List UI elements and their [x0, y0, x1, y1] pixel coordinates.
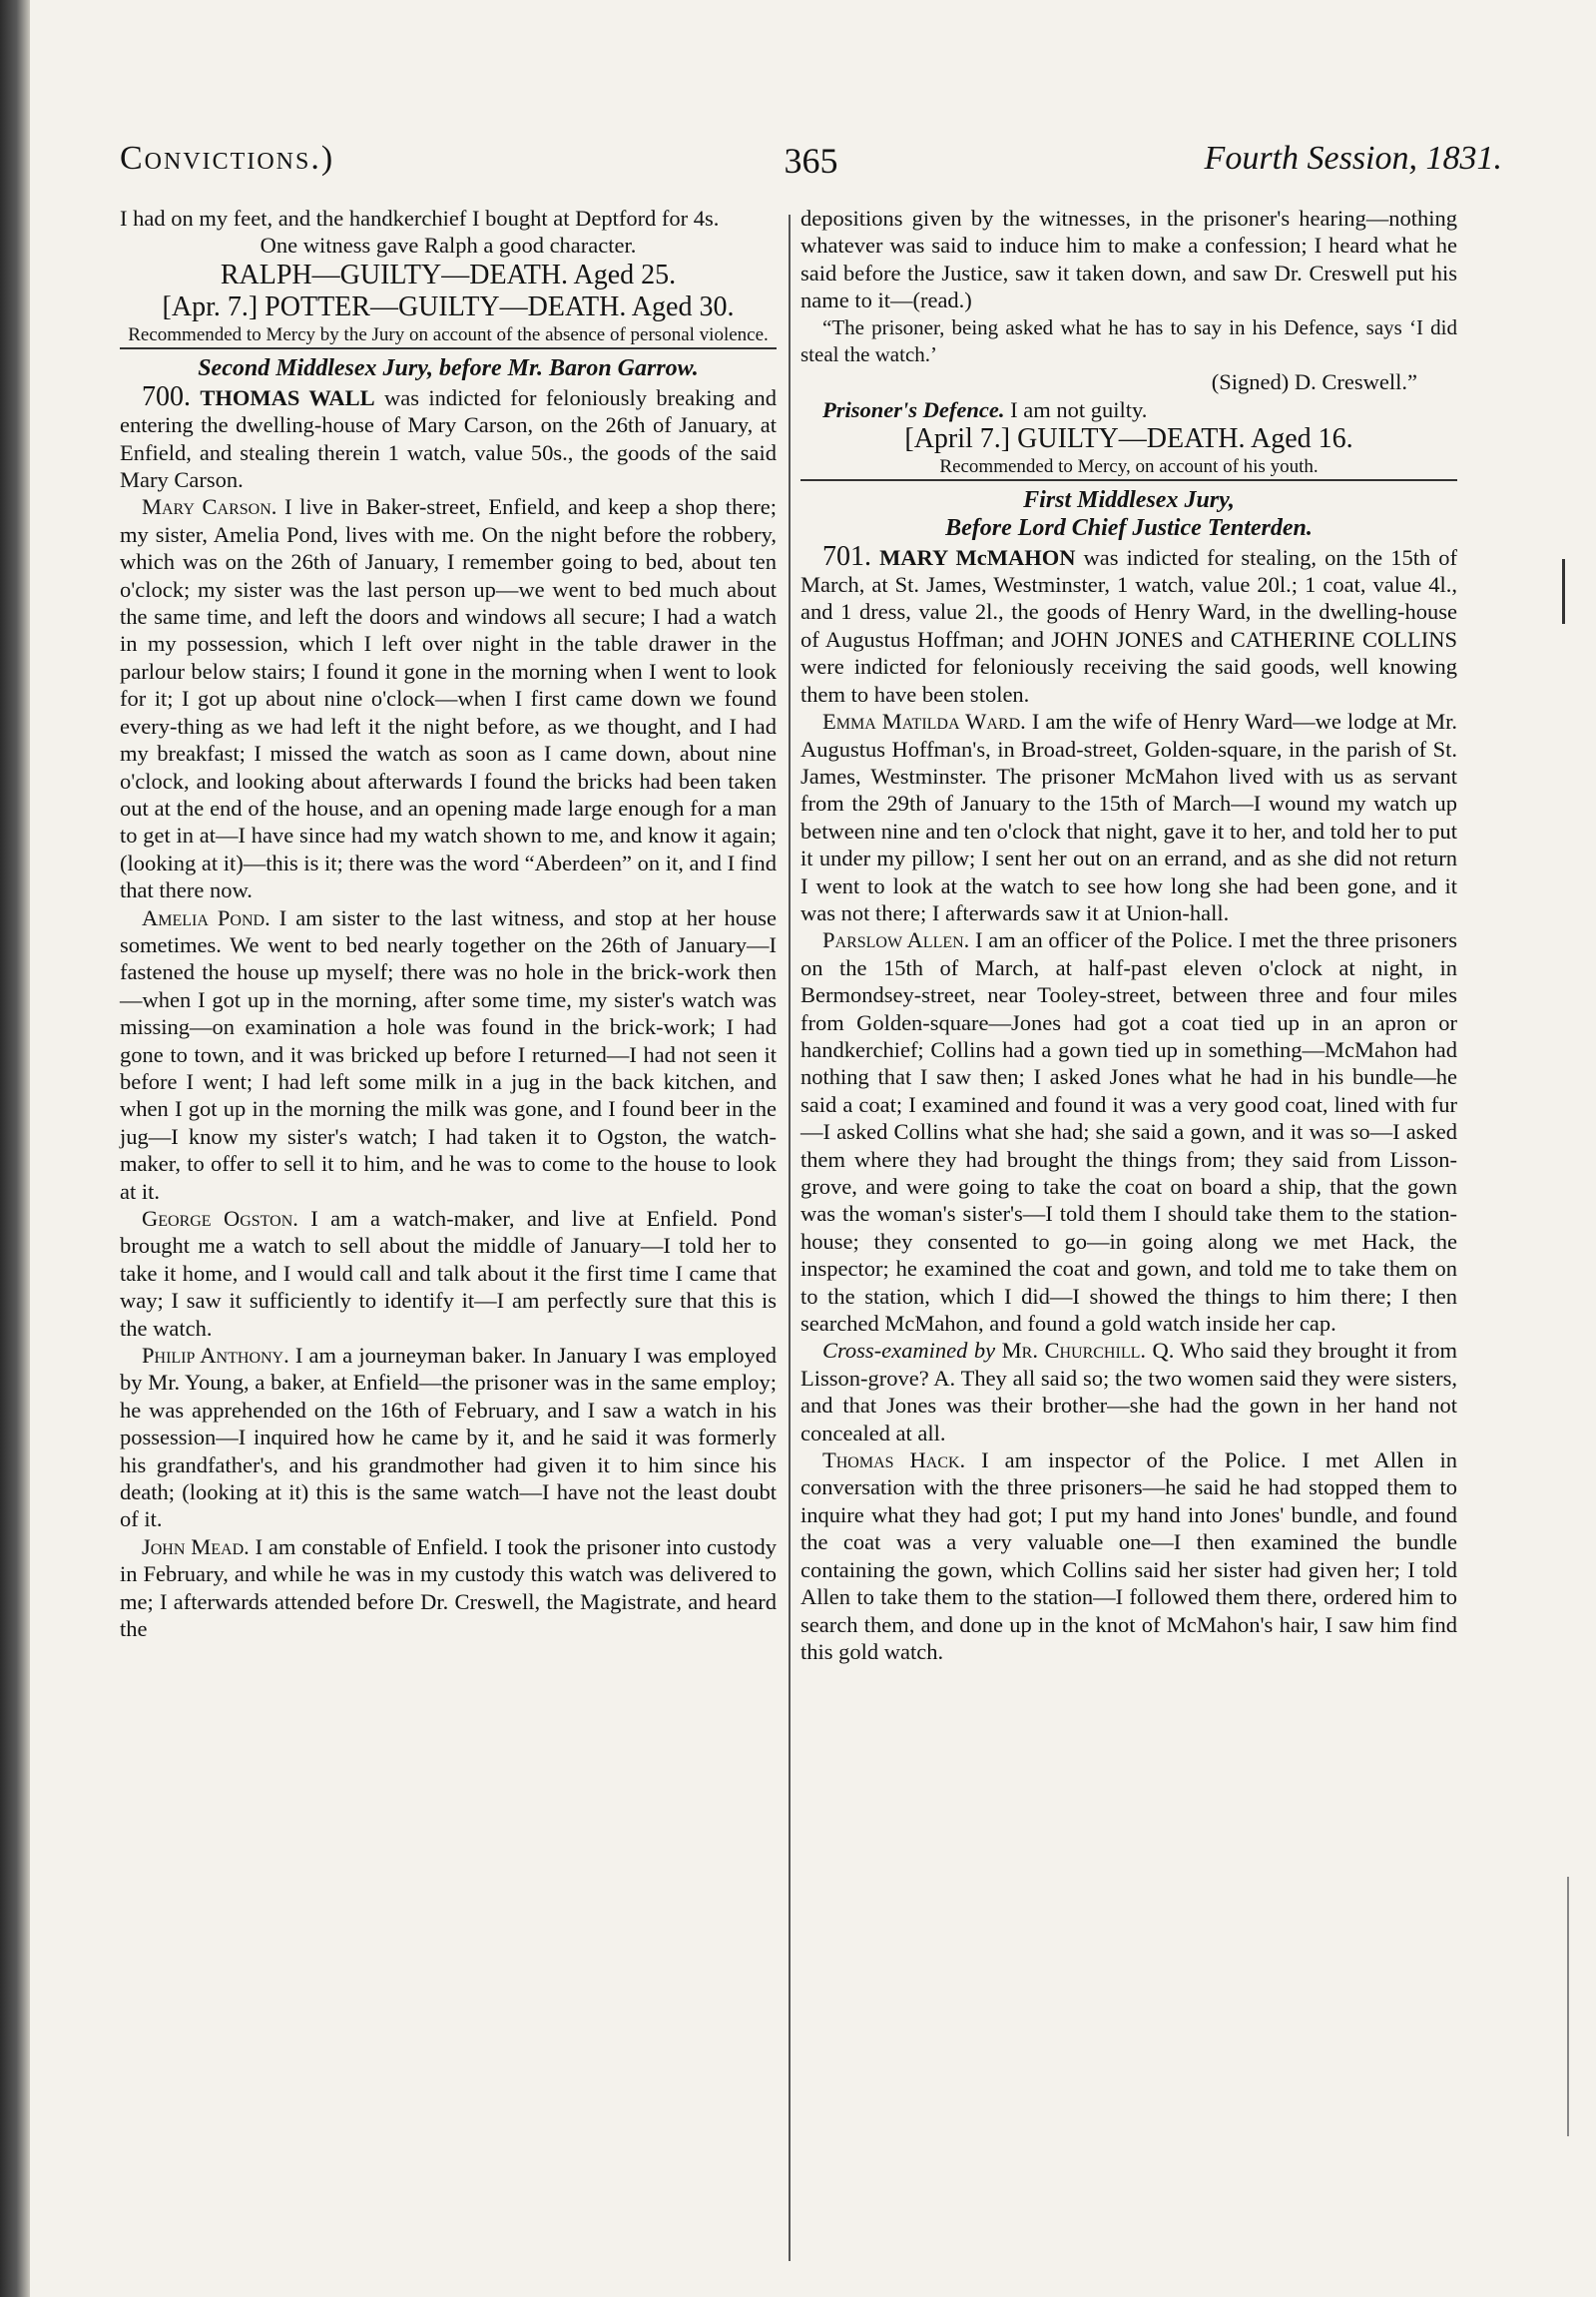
cross-text: Q. Who said they brought it from Lisson-grove? A. They all said so; the two women said they were sisters, and that Jones was their brother—she had the gown in her hand not concealed at all. [800, 1338, 1457, 1445]
witness-name: Mary Carson. [142, 494, 277, 520]
paragraph: I had on my feet, and the handkerchief I bought at Deptford for 4s. [120, 206, 720, 231]
counsel-name: Mr. Churchill. [1001, 1338, 1146, 1364]
witness-testimony [800, 926, 1457, 1337]
witness-testimony [800, 708, 1457, 926]
scan-margin-mark [1562, 559, 1565, 624]
signature-line: (Signed) D. Creswell.” [1211, 369, 1417, 395]
recommendation-note: Recommended to Mercy by the Jury on account of the absence of personal violence. [128, 323, 769, 345]
testimony-text: I am constable of Enfield. I took the prisoner into custody in February, and while he was in my custody this watch was delivered to me; I afterwards attended before Dr. Creswell, the Magistrate, and heard the [120, 1533, 778, 1642]
testimony-text: I am inspector of the Police. I met Allen in conversation with the three prisoners—he said he had stopped them to inquire what they had got; I put my hand into Jones' bundle, and found the coat was a very valuable one—I then examined the bundle containing the gown, which Collins said her sister had given her; I told Allen to take them to the station—I followed them there, ordered him to search them, and done up in the knot of McMahon's hair, I saw him find this gold watch. [800, 1447, 1457, 1664]
witness-name: Emma Matilda Ward. [822, 709, 1026, 735]
witness-name: John Mead. [142, 1533, 250, 1559]
case-entry [800, 540, 1457, 708]
witness-testimony [120, 1533, 777, 1643]
testimony-text: I am a watch-maker, and live at Enfield. Pond brought me a watch to sell about the middle of January—I told her to take it home, and I would call and talk about it the first time I came that way; I saw it sufficiently to identify it—I am perfectly sure that this is the watch. [120, 1206, 778, 1341]
case-number: 701. [822, 540, 871, 572]
jury-subheading: Before Lord Chief Justice Tenterden. [945, 515, 1313, 542]
witness-testimony [120, 1342, 777, 1533]
case-number: 700. [142, 380, 191, 412]
header-session: Fourth Session, 1831. [1204, 140, 1502, 177]
testimony-text: I am an officer of the Police. I met the three prisoners on the 15th of March, at half-past eleven o'clock at night, in Bermondsey-street, near Tooley-street, between three and four miles from Golden-square—Jones had got a coat tied up in an apron or handkerchief; Collins had a gown tied up in something—McMahon had nothing that I saw then; I asked Jones what he had in his bundle—he said a coat; I examined and found it was a very good coat, lined with fur—I asked Collins what she had; she said a gown, and it was so—I asked them where they had brought the things from; they said from Lisson-grove, and were going to take the coat on board a ship, that the gown was the woman's sister's—I told them I should take them to the station-house; they consented to go—in going along we met Hack, the inspector; he examined the coat and gown, and told me to take them on to the station, which I did—I showed the things to him there; I then searched McMahon, and found a gold watch inside her cap. [800, 927, 1458, 1337]
header-section-title: Convictions.) [120, 140, 335, 177]
witness-name: Philip Anthony. [142, 1343, 289, 1369]
defence-label: Prisoner's Defence. [822, 396, 1005, 422]
cross-label: Cross-examined by [822, 1338, 996, 1364]
witness-testimony [120, 1205, 777, 1342]
verdict: [Apr. 7.] POTTER—GUILTY—DEATH. Aged 30. [162, 290, 735, 322]
witness-name: Thomas Hack. [822, 1447, 966, 1473]
prisoner-name: THOMAS WALL [200, 384, 375, 410]
testimony-text: I am sister to the last witness, and stop at her house sometimes. We went to bed nearly together on the 26th of January—I fastened the house up myself; there was no hole in the brick-work then—when I got up in the morning, after some time, my sister's watch was missing—on examination a hole was found in the brick-work; I had gone to town, and it was bricked up before I returned—I had not seen it before I went; I had left some milk in a jug in the back kitchen, and when I got up in the morning the milk was gone, and I found beer in the jug—I know my sister's watch; I had taken it to Ogston, the watch-maker, to offer to sell it to him, and he was to come to the house to look at it. [120, 904, 777, 1204]
left-column [120, 205, 777, 1643]
right-column [800, 205, 1457, 1665]
testimony-text: I am the wife of Henry Ward—we lodge at Mr. Augustus Hoffman's, in Broad-street, Golden-square, in the parish of St. James, Westminster. The prisoner McMahon lived with us as servant from the 29th of January to the 15th of March—I wound my watch up between nine and ten o'clock that night, gave it to her, and told her to put it under my pillow; I sent her out on an errand, and as she did not return I went to look at the watch to see how long she had been gone, and it was not there; I afterwards saw it at Union-hall. [800, 709, 1457, 925]
witness-name: Parslow Allen. [822, 927, 970, 953]
page-number: 365 [784, 141, 838, 181]
prisoner-name: MARY McMAHON [879, 544, 1076, 570]
testimony-text: I am a journeyman baker. In January I was employed by Mr. Young, a baker, at Enfield—the prisoner was in the same employ; he was apprehended on the 16th of February, and I saw a watch in his possession—I inquired how he came by it, and he said it was formerly his grandfather's, and his grandmother had given it to him since his death; (looking at it) this is the same watch—I have not the least doubt of it. [120, 1343, 777, 1532]
defence-text: I am not guilty. [1010, 396, 1148, 422]
jury-heading: First Middlesex Jury, [800, 479, 1457, 515]
recommendation-note: Recommended to Mercy, on account of his youth. [939, 456, 1319, 478]
quoted-deposition: “The prisoner, being asked what he has to say in his Defence, says ‘I did steal the watch.’ [800, 314, 1457, 367]
testimony-text: I live in Baker-street, Enfield, and keep a shop there; my sister, Amelia Pond, lives with me. On the night before the robbery, which was on the 26th of January, I remember going to bed, about ten o'clock; my sister was the last person up—we went to bed much about the same time, and left the doors and windows all secure; I had a watch in my possession, which I left over night in the table drawer in the parlour below stairs; I found it gone in the morning when I went to look for it; I got up about nine o'clock—when I first came down we found every-thing as we had left it the night before, as we thought, and I had my breakfast; I missed the watch as soon as I came down, about nine o'clock, and looking about afterwards I found the bricks had been taken out at the end of the house, and an opening made large enough for a man to get in at—I have since had my watch shown to me, and know it again; (looking at it)—this is it; there was the word “Aberdeen” on it, and I find that there now. [120, 494, 777, 903]
cross-examination [800, 1337, 1457, 1446]
column-divider [789, 215, 791, 2261]
running-header [120, 140, 1502, 190]
verdict: [April 7.] GUILTY—DEATH. Aged 16. [904, 423, 1353, 455]
witness-testimony [120, 493, 777, 903]
paragraph: depositions given by the witnesses, in the prisoner's hearing—nothing whatever was said to induce him to make a confession; I heard what he said before the Justice, saw it taken down, and saw Dr. Creswell put his name to it—(read.) [800, 206, 1457, 313]
note: One witness gave Ralph a good character. [260, 233, 637, 259]
witness-testimony [800, 1446, 1457, 1665]
witness-name: Amelia Pond. [142, 904, 270, 930]
jury-heading: Second Middlesex Jury, before Mr. Baron Garrow. [120, 347, 777, 383]
scan-margin-mark [1567, 1877, 1569, 2136]
witness-testimony [120, 904, 777, 1205]
case-entry [120, 380, 778, 494]
verdict: RALPH—GUILTY—DEATH. Aged 25. [220, 259, 677, 290]
indictment-text: was indicted for stealing, on the 15th of March, at St. James, Westminster, 1 watch, value 20l.; 1 coat, value 4l., and 1 dress, value 2l., the goods of Henry Ward, in the dwelling-house of Augustus Hoffman; and JOHN JONES and CATHERINE COLLINS were indicted for feloniously receiving the said goods, well knowing them to have been stolen. [800, 544, 1457, 707]
prisoner-defence [800, 396, 1457, 423]
scan-binding-edge [0, 0, 30, 2297]
indictment-text: was indicted for feloniously breaking and entering the dwelling-house of Mary Carson, on the 26th of January, at Enfield, and stealing therein 1 watch, value 50s., the goods of the said Mary Carson. [120, 384, 778, 493]
witness-name: George Ogston. [142, 1206, 298, 1231]
